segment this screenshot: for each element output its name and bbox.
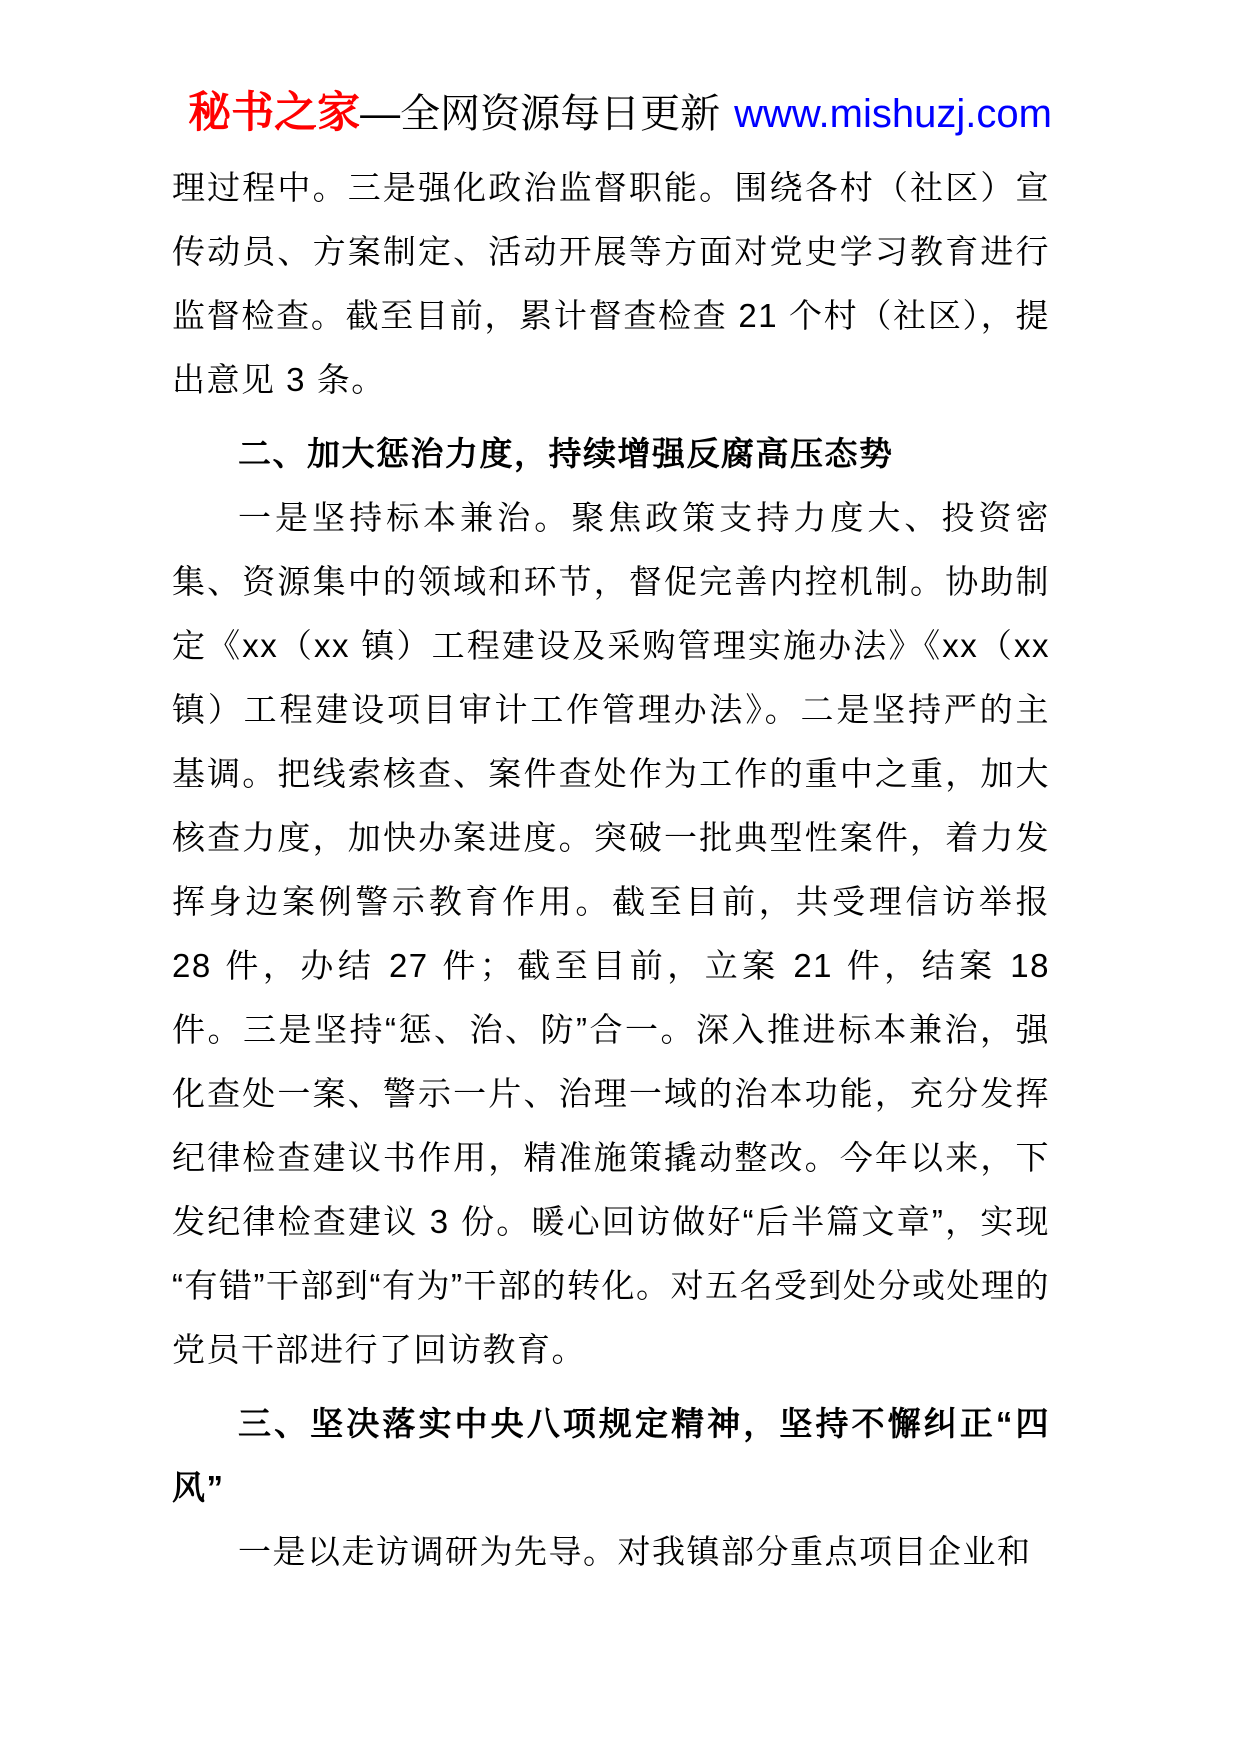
document-body bbox=[172, 156, 1050, 1584]
site-url-link[interactable]: www.mishuzj.com bbox=[734, 92, 1052, 136]
section-heading-3: 三、坚决落实中央八项规定精神，坚持不懈纠正“四风” bbox=[172, 1405, 1050, 1506]
paragraph-continuation: 理过程中。三是强化政治监督职能。围绕各村（社区）宣传动员、方案制定、活动开展等方面对党史学习教育进行监督检查。截至目前，累计督查检查 21 个村（社区），提出意见 3 条。 bbox=[172, 169, 1050, 398]
page-header bbox=[0, 86, 1240, 141]
site-tagline: —全网资源每日更新 bbox=[360, 92, 721, 136]
paragraph: 一是以走访调研为先导。对我镇部分重点项目企业和 bbox=[238, 1533, 1032, 1570]
section-heading-2: 二、加大惩治力度，持续增强反腐高压态势 bbox=[238, 435, 894, 472]
paragraph: 一是坚持标本兼治。聚焦政策支持力度大、投资密集、资源集中的领域和环节，督促完善内控机制。协助制定《xx（xx 镇）工程建设及采购管理实施办法》《xx（xx 镇）工程建设项目审计工作管理办法》。二是坚持严的主基调。把线索核查、案件查处作为工作的重中之重，加大核查力度，加快办案进度。突破一批典型性案件，着力发挥身边案例警示教育作用。截至目前，共受理信访举报 28 件，办结 27 件；截至目前，立案 21 件，结案 18 件。三是坚持“惩、治、防”合一。深入推进标本兼治，强化查处一案、警示一片、治理一域的治本功能，充分发挥纪律检查建议书作用，精准施策撬动整改。今年以来，下发纪律检查建议 3 份。暖心回访做好“后半篇文章”，实现“有错”干部到“有为”干部的转化。对五名受到处分或处理的党员干部进行了回访教育。 bbox=[172, 499, 1050, 1368]
site-brand: 秘书之家 bbox=[188, 89, 361, 137]
